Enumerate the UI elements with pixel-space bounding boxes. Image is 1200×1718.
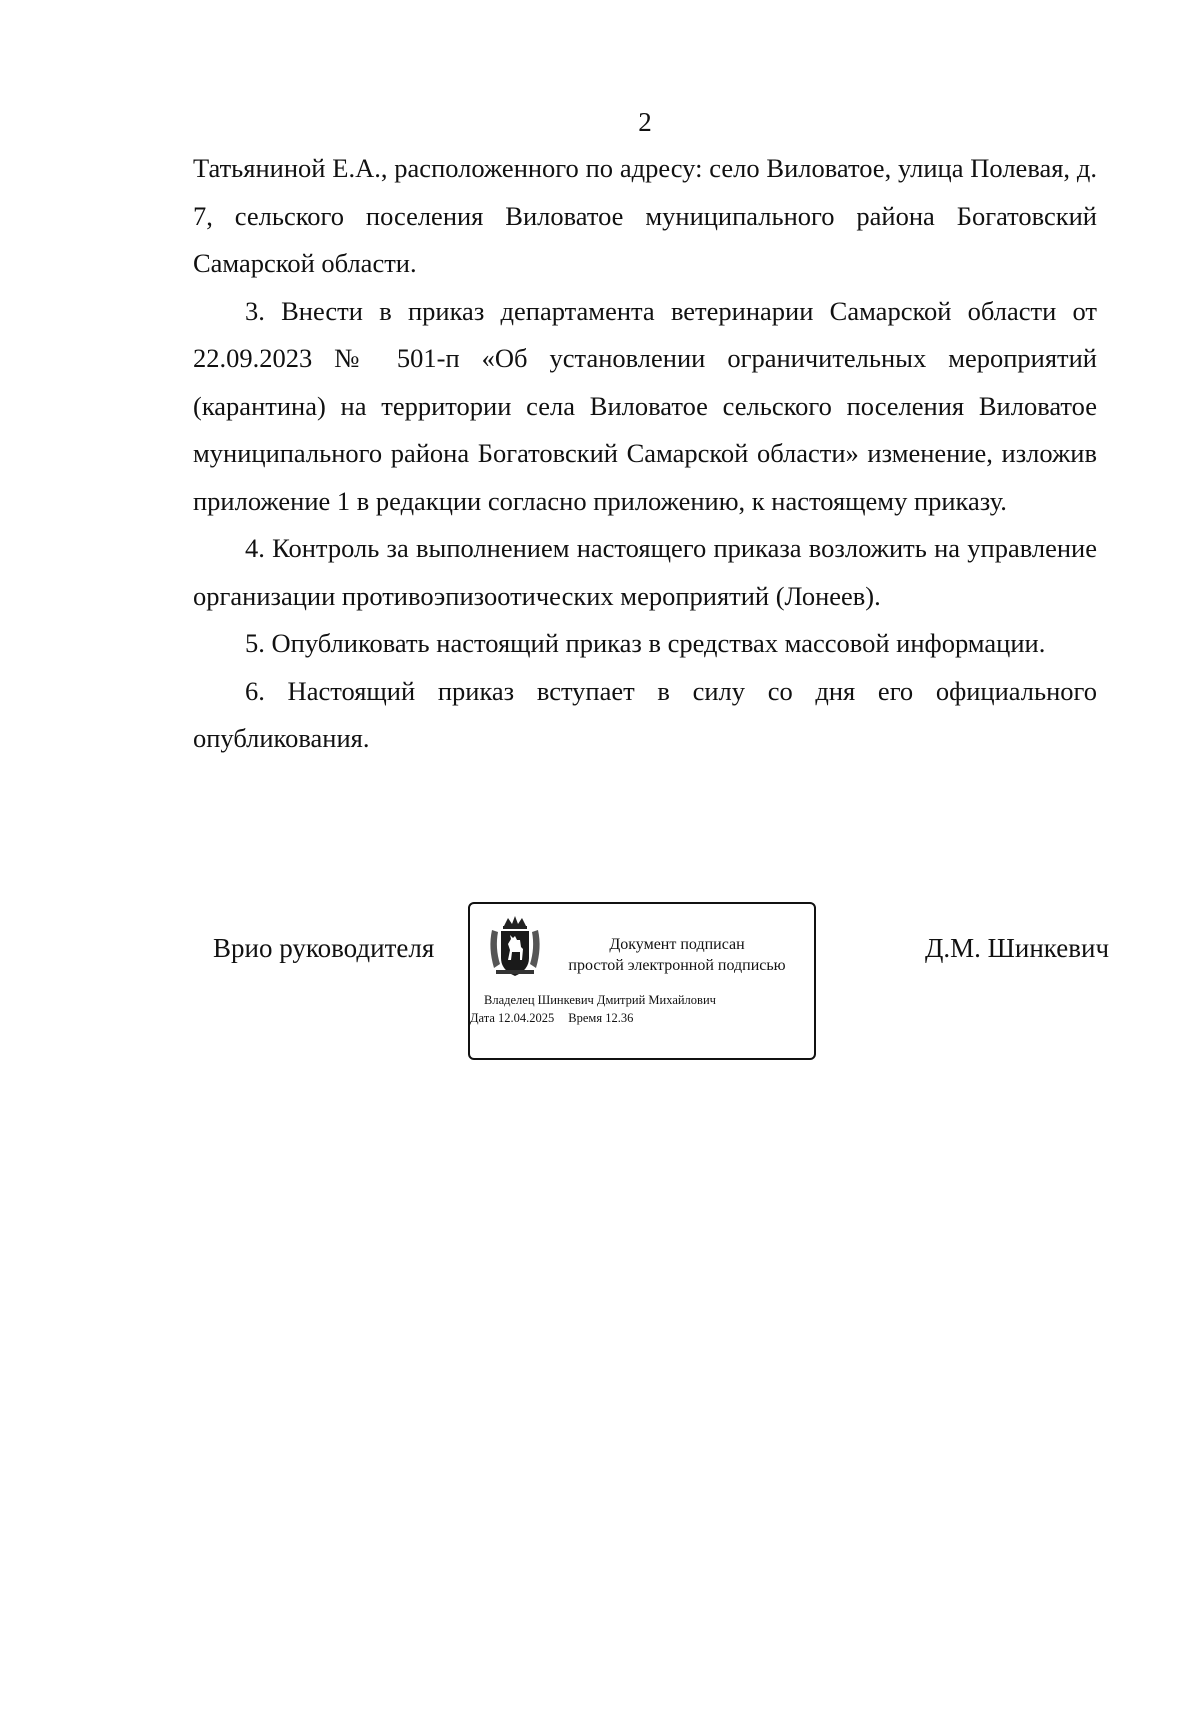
stamp-date: Дата 12.04.2025 bbox=[470, 1011, 555, 1025]
stamp-date-row bbox=[470, 1010, 633, 1026]
stamp-owner: Владелец Шинкевич Дмитрий Михайлович bbox=[484, 993, 716, 1007]
paragraph-item-5: 5. Опубликовать настоящий приказ в средствах массовой информации. bbox=[245, 628, 1046, 658]
signature-role: Врио руководителя bbox=[213, 933, 435, 963]
paragraph-item-6: 6. Настоящий приказ вступает в силу со дня его официального опубликования. bbox=[193, 675, 1097, 753]
document-body bbox=[193, 145, 1097, 763]
paragraph-continuation: Татьяниной Е.А., расположенного по адресу: село Виловатое, улица Полевая, д. 7, сельского поселения Виловатое муниципального района Богатовский Самарской области. bbox=[193, 153, 1097, 278]
stamp-title-line1: Документ подписан bbox=[609, 936, 745, 953]
stamp-title bbox=[546, 934, 808, 976]
stamp-time: Время 12.36 bbox=[568, 1011, 634, 1025]
paragraph-item-4: 4. Контроль за выполнением настоящего приказа возложить на управление организации противоэпизоотических мероприятий (Лонеев). bbox=[193, 533, 1097, 611]
paragraph-item-3: 3. Внести в приказ департамента ветеринарии Самарской области от 22.09.2023 № 501-п «Об установлении ограничительных мероприятий (карантина) на территории села Виловатое сельского поселения Виловатое муниципального района Богатовский Самарской области» изменение, изложив приложение 1 в редакции согласно приложению, к настоящему приказу. bbox=[193, 295, 1097, 516]
stamp-title-line2: простой электронной подписью bbox=[568, 957, 786, 974]
electronic-signature-stamp bbox=[468, 902, 816, 1060]
page-number: 2 bbox=[638, 107, 652, 137]
coat-of-arms-icon bbox=[486, 914, 544, 980]
signature-name: Д.М. Шинкевич bbox=[925, 933, 1110, 963]
